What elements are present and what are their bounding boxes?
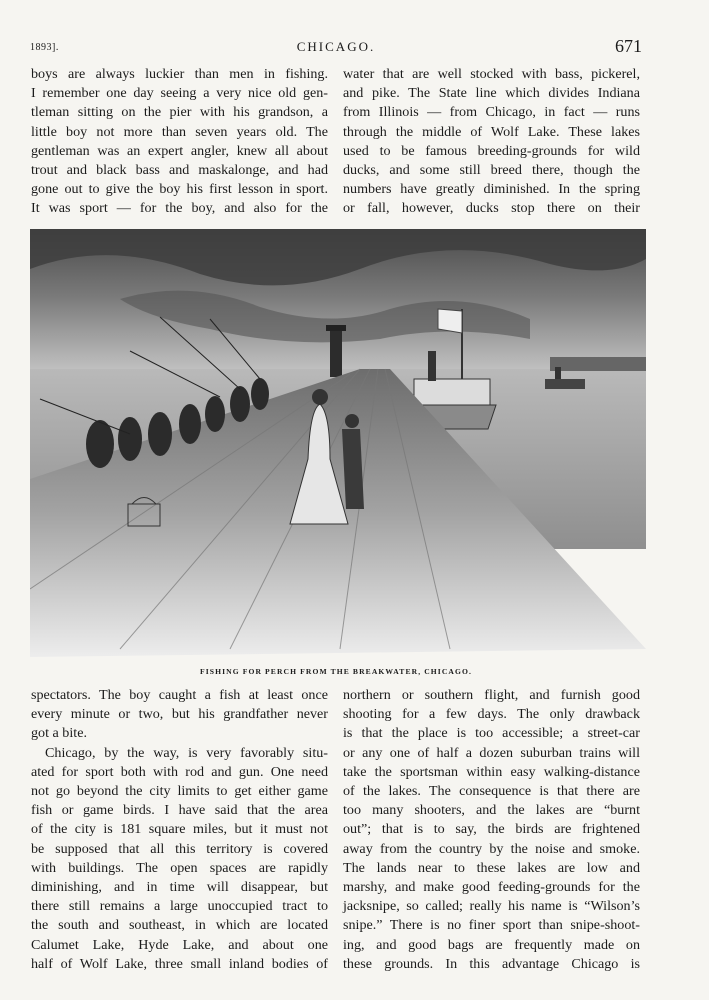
text-line: the south and southeast, in which are located: [31, 917, 328, 934]
bottom-left-column: [31, 686, 328, 974]
text-line: tleman sitting on the pier with his grandson, a: [31, 104, 328, 121]
text-line: out”; that is to say, the birds are frightened: [343, 821, 640, 838]
illustration-breakwater: [30, 229, 646, 657]
text-line: through the middle of Wolf Lake. These lakes: [343, 123, 640, 140]
page-number: 671: [615, 36, 642, 56]
text-line: every minute or two, but his grandfather never: [31, 706, 328, 723]
text-line: be supposed that all this territory is covered: [31, 840, 328, 857]
header-year: 1893].: [30, 42, 59, 53]
distant-shore: [550, 357, 646, 371]
text-line: or fall, however, ducks stop there on their: [343, 200, 640, 217]
text-line: take the sportsman within easy walking-distance: [343, 763, 640, 780]
text-line: marshy, and make good feeding-grounds for the: [343, 879, 640, 896]
text-line: used to be famous breeding-grounds for wild: [343, 142, 640, 159]
illustration-caption: FISHING FOR PERCH FROM THE BREAKWATER, CHICAGO.: [199, 667, 473, 676]
text-line: spectators. The boy caught a fish at least once: [31, 687, 328, 703]
text-line: half of Wolf Lake, three small inland bodies of: [31, 955, 328, 972]
header-title: CHICAGO.: [296, 39, 376, 54]
text-line: fish or game birds. I have said that the area: [31, 802, 328, 819]
text-line: of the lakes. The consequence is that there are: [343, 783, 640, 800]
paragraph: [31, 686, 328, 744]
paragraph: [343, 686, 640, 974]
text-line: The lands near to these lakes are low and: [343, 859, 640, 876]
engraving-illustration: [30, 229, 646, 657]
paragraph: [31, 744, 328, 974]
text-line: trout and black bass and maskalonge, and had: [31, 162, 328, 179]
text-line: there still remains a large unoccupied tract to: [31, 898, 328, 915]
text-line: ing, and good bags are frequently made on: [343, 936, 640, 953]
top-right-column: [343, 65, 640, 219]
text-line: of the city is 181 square miles, but it must not: [31, 821, 328, 838]
text-line: with buildings. The open spaces are rapidly: [31, 859, 328, 876]
text-line: water that are well stocked with bass, pickerel,: [343, 66, 640, 82]
lighthouse: [330, 329, 342, 377]
text-line: Calumet Lake, Hyde Lake, and about one: [31, 936, 328, 953]
text-line: too many shooters, and the lakes are “burnt: [343, 802, 640, 819]
text-line: diminishing, and in time will disappear, but: [31, 879, 328, 896]
text-line: snipe.” There is no finer sport than snipe-shoot-: [343, 917, 640, 934]
text-line: boys are always luckier than men in fishing.: [31, 66, 328, 82]
text-line: away from the country by the noise and smoke.: [343, 840, 640, 857]
paragraph: [343, 65, 640, 219]
text-line: little boy not more than seven years old. The: [31, 123, 328, 140]
text-line: jacksnipe, so called; really his name is “Wilson’s: [343, 898, 640, 915]
paragraph: [31, 65, 328, 219]
text-line: numbers have greatly diminished. In the spring: [343, 181, 640, 198]
text-line: not go beyond the city limits to get either game: [31, 783, 328, 800]
bottom-right-column: [343, 686, 640, 974]
text-line: I remember one day seeing a very nice old gen-: [31, 85, 328, 102]
top-left-column: [31, 65, 328, 219]
text-line: or any one of half a dozen suburban trains will: [343, 744, 640, 761]
text-line: from Illinois — from Chicago, in fact — runs: [343, 104, 640, 121]
text-line: gentleman was an expert angler, knew all about: [31, 142, 328, 159]
text-line: is that the place is too accessible; a street-car: [343, 725, 640, 742]
text-line: gone out to give the boy his first lesson in sport.: [31, 181, 328, 198]
text-line: got a bite.: [31, 725, 87, 742]
text-line: It was sport — for the boy, and also for the: [31, 200, 328, 217]
text-line: these grounds. In this advantage Chicago is: [343, 955, 640, 972]
running-header: [30, 36, 642, 64]
text-line: ated for sport both with rod and gun. One need: [31, 763, 328, 780]
text-line: northern or southern flight, and furnish good: [343, 687, 640, 703]
lighthouse-cap: [326, 325, 346, 331]
text-line: shooting for a few days. The only drawback: [343, 706, 640, 723]
text-line: and pike. The State line which divides Indiana: [343, 85, 640, 102]
text-line: ducks, and some still breed there, though the: [343, 162, 640, 179]
text-line: Chicago, by the way, is very favorably situ-: [45, 744, 328, 761]
